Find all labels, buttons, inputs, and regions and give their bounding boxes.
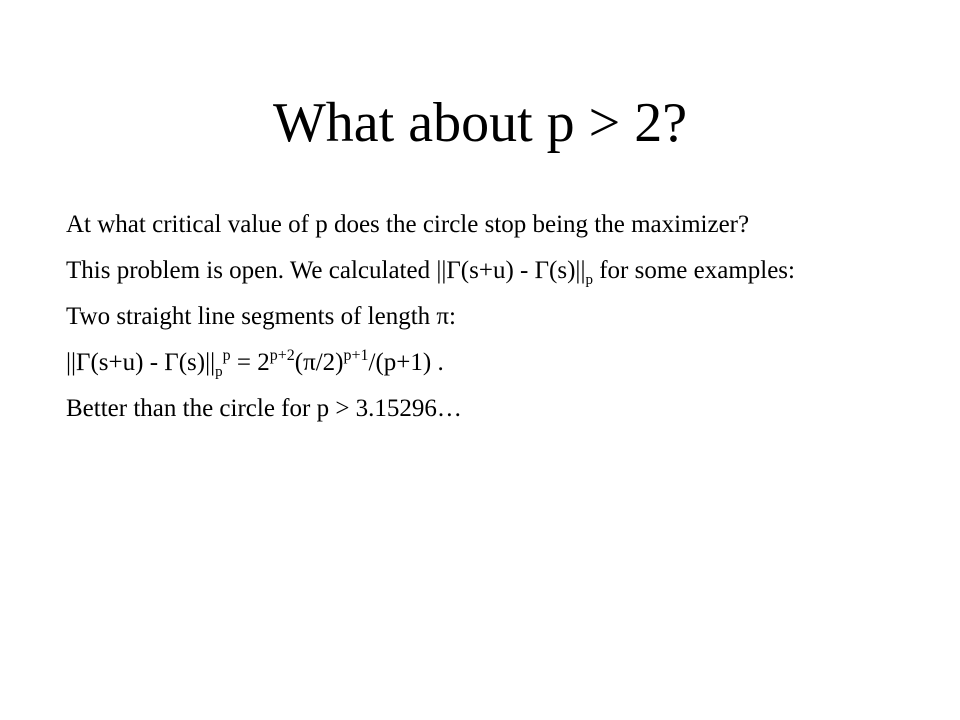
formula-exponent-1: p+2: [269, 347, 295, 364]
formula-equals: = 2: [230, 349, 270, 376]
formula-exponent-2: p+1: [343, 347, 369, 364]
open-problem-prefix: This problem is open. We calculated ||Γ(s+u) - Γ(s)||: [66, 257, 586, 284]
formula-lhs-subscript: p: [215, 364, 223, 380]
formula-tail: /(p+1) .: [368, 349, 444, 376]
slide-title: What about p > 2?: [272, 92, 688, 154]
formula-paragraph: [66, 345, 896, 381]
open-problem-suffix: for some examples:: [592, 257, 795, 284]
norm-subscript: p: [585, 272, 593, 288]
segments-paragraph: Two straight line segments of length π:: [66, 303, 456, 330]
conclusion-paragraph: Better than the circle for p > 3.15296…: [66, 395, 462, 422]
formula-middle: (π/2): [294, 349, 344, 376]
slide-body: [66, 207, 896, 437]
formula-lhs-superscript: p: [222, 347, 231, 364]
question-paragraph: At what critical value of p does the circle stop being the maximizer?: [66, 211, 750, 238]
open-problem-paragraph: [66, 253, 896, 289]
formula-lhs: ||Γ(s+u) - Γ(s)||: [66, 349, 216, 376]
